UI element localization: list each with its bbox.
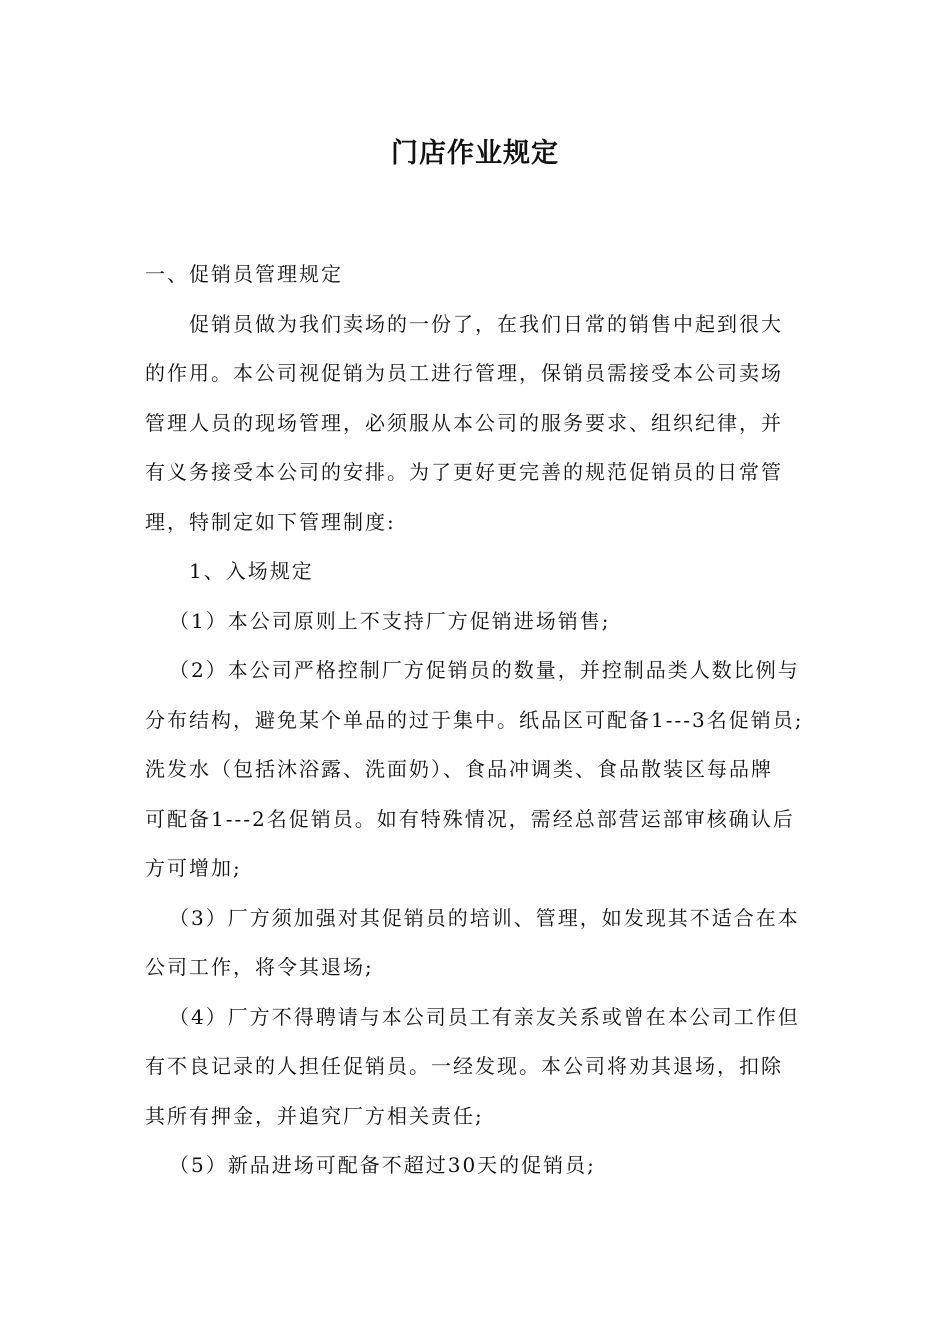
section-heading: 一、促销员管理规定 xyxy=(145,262,343,286)
paragraph-line: 有不良记录的人担任促销员。一经发现。本公司将劝其退场，扣除 xyxy=(145,1054,783,1078)
list-item: （5）新品进场可配备不超过30天的促销员; xyxy=(169,1153,596,1177)
paragraph-line: 促销员做为我们卖场的一份了，在我们日常的销售中起到很大 xyxy=(189,311,783,336)
paragraph-line: 有义务接受本公司的安排。为了更好更完善的规范促销员的日常管 xyxy=(145,460,783,484)
paragraph-line: 公司工作，将令其退场; xyxy=(145,955,374,979)
paragraph-line: 分布结构，避免某个单品的过于集中。纸品区可配备1---3名促销员; xyxy=(145,707,804,732)
list-item: （1）本公司原则上不支持厂方促销进场销售; xyxy=(169,608,611,633)
paragraph-line: 洗发水（包括沐浴露、洗面奶）、食品冲调类、食品散装区每品牌 xyxy=(145,757,773,781)
list-item: （3）厂方须加强对其促销员的培训、管理，如发现其不适合在本 xyxy=(169,905,800,930)
paragraph-line: 的作用。本公司视促销为员工进行管理，保销员需接受本公司卖场 xyxy=(145,361,783,385)
paragraph-line: 其所有押金，并追究厂方相关责任; xyxy=(145,1103,484,1128)
paragraph-line: 可配备1---2名促销员。如有特殊情况，需经总部营运部审核确认后 xyxy=(145,806,795,831)
list-item: （2）本公司严格控制厂方促销员的数量，并控制品类人数比例与 xyxy=(169,658,800,682)
paragraph-line: 理，特制定如下管理制度: xyxy=(145,509,396,534)
paragraph-line: 管理人员的现场管理，必须服从本公司的服务要求、组织纪律，并 xyxy=(145,410,783,435)
document-title: 门店作业规定 xyxy=(391,138,559,169)
paragraph-line: 方可增加; xyxy=(145,856,242,880)
list-item: （4）厂方不得聘请与本公司员工有亲友关系或曾在本公司工作但 xyxy=(169,1004,800,1029)
subsection-heading: 1、入场规定 xyxy=(189,559,314,583)
document-body xyxy=(145,250,817,1191)
